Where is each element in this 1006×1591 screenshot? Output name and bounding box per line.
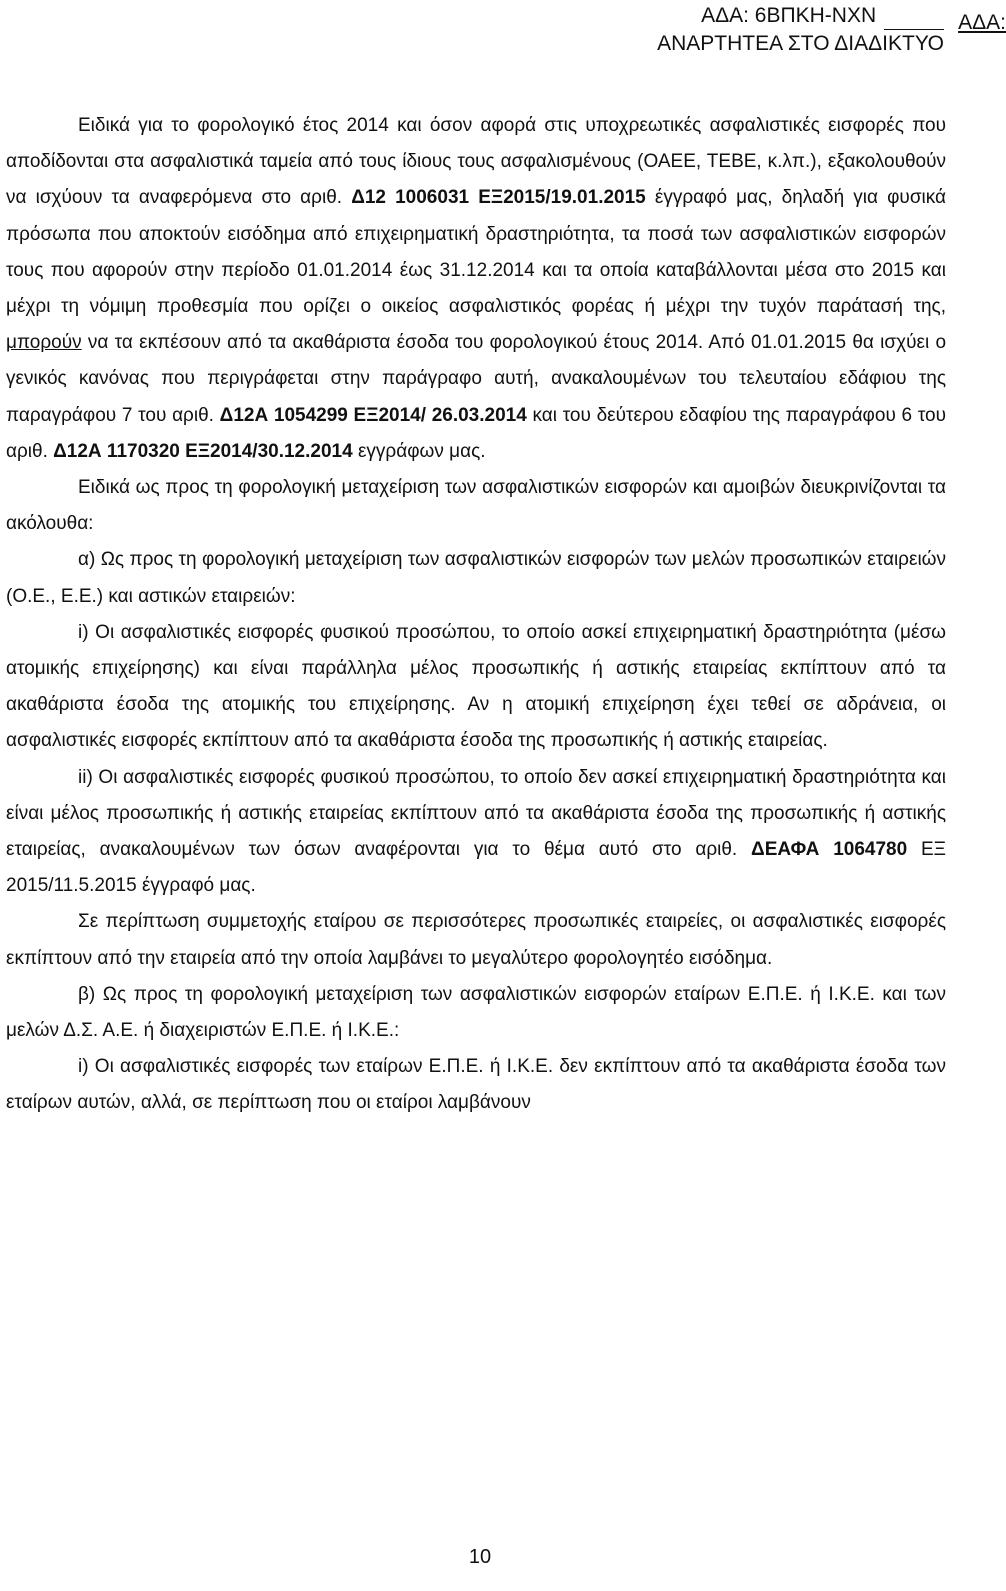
paragraph-1: Ειδικά για το φορολογικό έτος 2014 και όσον αφορά στις υποχρεωτικές ασφαλιστικές εισφορές που αποδίδονται στα ασφαλιστικά ταμεία από τους ίδιους τους ασφαλισμένους (ΟΑΕΕ, ΤΕΒΕ, κ.λπ.), εξακολουθούν να ισχύουν τα αναφερόμενα στο αριθ. Δ12 1006031 ΕΞ2015/19.01.2015 έγγραφό μας, δηλαδή για φυσικά πρόσωπα που αποκτούν εισόδημα από επιχειρηματική δραστηριότητα, τα ποσά των ασφαλιστικών εισφορών τους που αφορούν στην περίοδο 01.01.2014 έως 31.12.2014 και τα οποία καταβάλλονται μέσα στο 2015 και μέχρι τη νόμιμη προθεσμία που ορίζει ο οικείος ασφαλιστικός φορέας ή μέχρι την τυχόν παράτασή της, μπορούν να τα εκπέσουν από τα ακαθάριστα έσοδα του φορολογικού έτους 2014. Από 01.01.2015 θα ισχύει ο γενικός κανόνας που περιγράφεται στην παράγραφο αυτή, ανακαλουμένων του τελευταίου εδάφιου της παραγράφου 7 του αριθ. Δ12Α 1054299 ΕΞ2014/ 26.03.2014 και του δεύτερου εδαφίου της παραγράφου 6 του αριθ. Δ12Α 1170320 ΕΞ2014/30.12.2014 εγγράφων μας. xyxy=(6,115,947,462)
paragraph-2: Ειδικά ως προς τη φορολογική μεταχείριση των ασφαλιστικών εισφορών και αμοιβών διευκρινίζονται τα ακόλουθα: xyxy=(6,477,946,535)
page-number: 10 xyxy=(468,1546,492,1568)
reference-1: Δ12 1006031 ΕΞ2015/19.01.2015 xyxy=(351,187,646,209)
ada-underline xyxy=(884,9,944,30)
paragraph-8: i) Οι ασφαλιστικές εισφορές των εταίρων Ε.Π.Ε. ή Ι.Κ.Ε. δεν εκπίπτουν από τα ακαθάριστα έσοδα των εταίρων αυτών, αλλά, σε περίπτωση που οι εταίροι λαμβάνουν xyxy=(6,1056,946,1114)
document-header xyxy=(657,2,1006,58)
document-body xyxy=(6,108,946,1122)
ada-code xyxy=(701,2,1006,34)
underlined-word: μπορούν xyxy=(6,332,82,354)
ada-label: ΑΔΑ: 6ΒΠΚΗ-ΝΧΝ xyxy=(701,4,877,27)
paragraph-7: β) Ως προς τη φορολογική μεταχείριση των ασφαλιστικών εισφορών εταίρων Ε.Π.Ε. ή Ι.Κ.Ε. και των μελών Δ.Σ. Α.Ε. ή διαχειριστών Ε.Π.Ε. ή Ι.Κ.Ε.: xyxy=(6,983,946,1042)
reference-4: ΔΕΑΦΑ 1064780 xyxy=(751,839,908,861)
reference-2: Δ12Α 1054299 ΕΞ2014/ 26.03.2014 xyxy=(219,404,527,426)
ada-overlap-label: ΑΔΑ: xyxy=(958,11,1006,34)
paragraph-5: ii) Οι ασφαλιστικές εισφορές φυσικού προσώπου, το οποίο δεν ασκεί επιχειρηματική δραστηριότητα και είναι μέλος προσωπικής ή αστικής εταιρείας εκπίπτουν από τα ακαθάριστα έσοδα της προσωπικής ή αστικής εταιρείας, ανακαλουμένων των όσων αναφέρονται για το θέμα αυτό στο αριθ. ΔΕΑΦΑ 1064780 ΕΞ 2015/11.5.2015 έγγραφό μας. xyxy=(6,766,947,897)
paragraph-4: i) Οι ασφαλιστικές εισφορές φυσικού προσώπου, το οποίο ασκεί επιχειρηματική δραστηριότητα (μέσω ατομικής επιχείρησης) και είναι παράλληλα μέλος προσωπικής ή αστικής εταιρείας εκπίπτουν από τα ακαθάριστα έσοδα της ατομικής του επιχείρησης. Αν η ατομική επιχείρηση έχει τεθεί σε αδράνεια, οι ασφαλιστικές εισφορές εκπίπτουν από τα ακαθάριστα έσοδα της προσωπικής ή αστικής εταιρείας. xyxy=(6,621,946,752)
paragraph-3: α) Ως προς τη φορολογική μεταχείριση των ασφαλιστικών εισφορών των μελών προσωπικών εταιρειών (Ο.Ε., Ε.Ε.) και αστικών εταιρειών: xyxy=(6,549,946,607)
posted-online-label: ΑΝΑΡΤΗΤΕΑ ΣΤΟ ΔΙΑΔΙΚΤΥΟ xyxy=(657,32,944,55)
paragraph-6: Σε περίπτωση συμμετοχής εταίρου σε περισσότερες προσωπικές εταιρείες, οι ασφαλιστικές εισφορές εκπίπτουν από την εταιρεία από την οποία λαμβάνει το μεγαλύτερο φορολογητέο εισόδημα. xyxy=(6,911,946,969)
reference-3: Δ12Α 1170320 ΕΞ2014/30.12.2014 xyxy=(53,440,353,462)
